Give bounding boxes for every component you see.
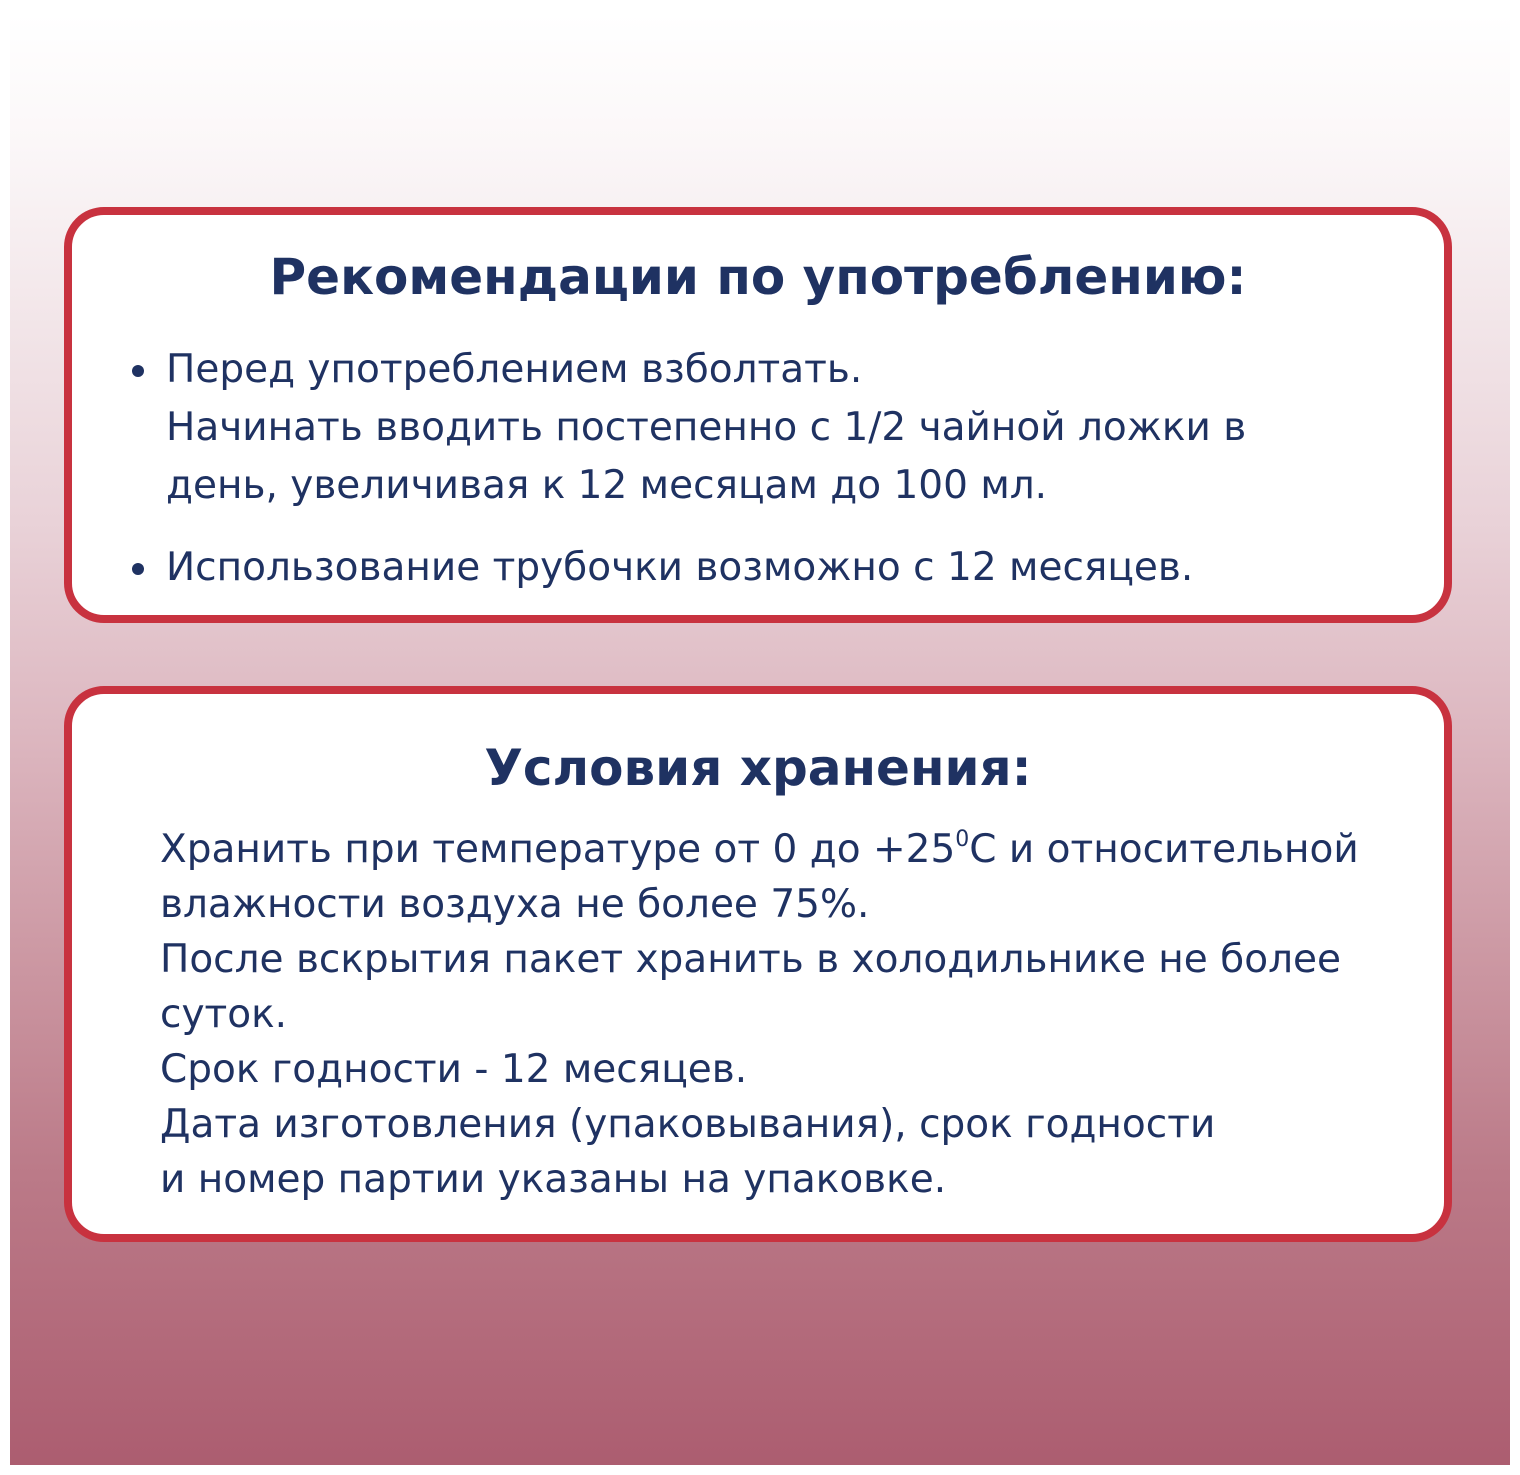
storage-line: и номер партии указаны на упаковке.	[160, 1157, 947, 1202]
storage-temperature-line	[160, 822, 1404, 877]
storage-line: Срок годности - 12 месяцев.	[160, 1047, 748, 1092]
storage-line: влажности воздуха не более 75%.	[160, 882, 870, 927]
degree-mark: 0	[955, 827, 970, 852]
usage-item-line: Использование трубочки возможно с 12 месяцев.	[166, 545, 1194, 590]
usage-item-shake	[156, 341, 1384, 515]
storage-conditions-panel	[64, 686, 1452, 1242]
usage-recommendations-panel	[64, 207, 1452, 623]
storage-text	[160, 822, 1404, 1207]
storage-temperature-text: Хранить при температуре от 0 до +25	[160, 827, 956, 872]
storage-line: суток.	[160, 992, 288, 1037]
storage-line: Дата изготовления (упаковывания), срок годности	[160, 1102, 1216, 1147]
usage-item-straw	[156, 539, 1384, 597]
usage-title: Рекомендации по употреблению:	[269, 248, 1247, 306]
bullet-icon	[132, 365, 144, 377]
storage-title: Условия хранения:	[484, 739, 1032, 797]
usage-item-line: Перед употреблением взболтать.	[166, 347, 863, 392]
usage-item-line: Начинать вводить постепенно с 1/2 чайной ложки в	[166, 405, 1247, 450]
storage-line: После вскрытия пакет хранить в холодильнике не более	[160, 937, 1341, 982]
usage-list	[156, 341, 1384, 597]
storage-temperature-text-end: С и относительной	[969, 827, 1359, 872]
bullet-icon	[132, 563, 144, 575]
usage-item-line: день, увеличивая к 12 месяцам до 100 мл.	[166, 463, 1048, 508]
